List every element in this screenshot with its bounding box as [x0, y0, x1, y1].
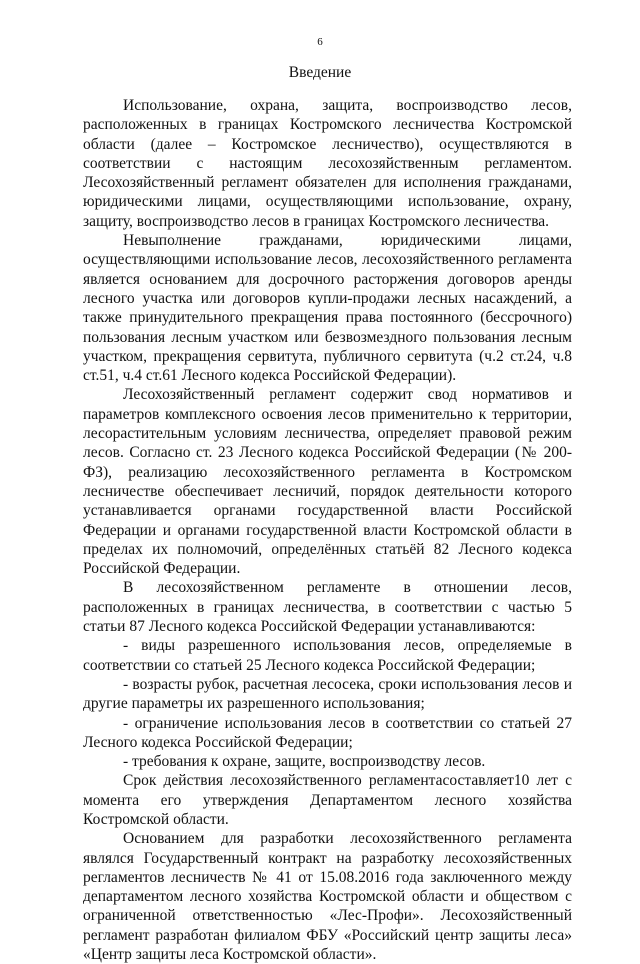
section-title: Введение — [288, 64, 352, 81]
paragraph-validity-period: Срок действия лесохозяйственного регламентасоставляет10 лет с момента его утверждения Департаментом лесного хозяйства Костромской области. — [83, 772, 572, 828]
paragraph-4: В лесохозяйственном регламенте в отношении лесов, расположенных в границах лесничества, в соответствии с частью 5 статьи 87 Лесного кодекса Российской Федерации устанавливаются: — [83, 579, 572, 636]
list-item-felling-ages: - возрасты рубок, расчетная лесосека, сроки использования лесов и другие параметры их разрешенного использования; — [83, 675, 572, 713]
body-text — [83, 96, 572, 964]
page-number: 6 — [317, 36, 323, 48]
list-item-allowed-uses: - виды разрешенного использования лесов, определяемые в соответствии со статьей 25 Лесного кодекса Российской Федерации; — [83, 637, 572, 674]
list-item-use-restrictions: - ограничение использования лесов в соответствии со статьей 27 Лесного кодекса Российской Федерации; — [83, 714, 572, 751]
paragraph-3: Лесохозяйственный регламент содержит свод нормативов и параметров комплексного освоения лесов применительно к территории, лесорастительным условиям лесничества, определяет правовой режим лесов. Согласно ст. 23 Лесного кодекса Российской Федерации (№ 200-ФЗ), реализацию лесохозяйственного регламента в Костромском лесничестве обеспечивает лесничий, порядок деятельности которого устанавливается органами государственной власти Российской Федерации и органами государственной власти Костромской области в пределах их полномочий, определённых статьёй 82 Лесного кодекса Российской Федерации. — [83, 386, 572, 578]
paragraph-2: Невыполнение гражданами, юридическими лицами, осуществляющими использование лесов, лесохозяйственного регламента является основанием для досрочного расторжения договоров аренды лесного участка или договоров купли-продажи лесных насаждений, а также принудительного прекращения права постоянного (бессрочного) пользования лесным участком или безвозмездного пользования лесным участком, прекращения сервитута, публичного сервитута (ч.2 ст.24, ч.8 ст.51, ч.4 ст.61 Лесного кодекса Российской Федерации). — [83, 232, 572, 385]
paragraph-basis: Основанием для разработки лесохозяйственного регламента являлся Государственный контракт на разработку лесохозяйственных регламентов лесничеств № 41 от 15.08.2016 года заключенного между департаментом лесного хозяйства Костромской области и обществом с ограниченной ответственностью «Лес-Профи». Лесохозяйственный регламент разработан филиалом ФБУ «Российский центр защиты леса» «Центр защиты леса Костромской области». — [83, 830, 572, 964]
paragraph-1: Использование, охрана, защита, воспроизводство лесов, расположенных в границах Костромского лесничества Костромской области (далее – Костромское лесничество), осуществляются в соответствии с настоящим лесохозяйственным регламентом. Лесохозяйственный регламент обязателен для исполнения гражданами, юридическими лицами, осуществляющими использование, охрану, защиту, воспроизводство лесов в границах Костромского лесничества. — [83, 97, 572, 230]
list-item-protection-requirements: - требования к охране, защите, воспроизводству лесов. — [123, 753, 486, 771]
